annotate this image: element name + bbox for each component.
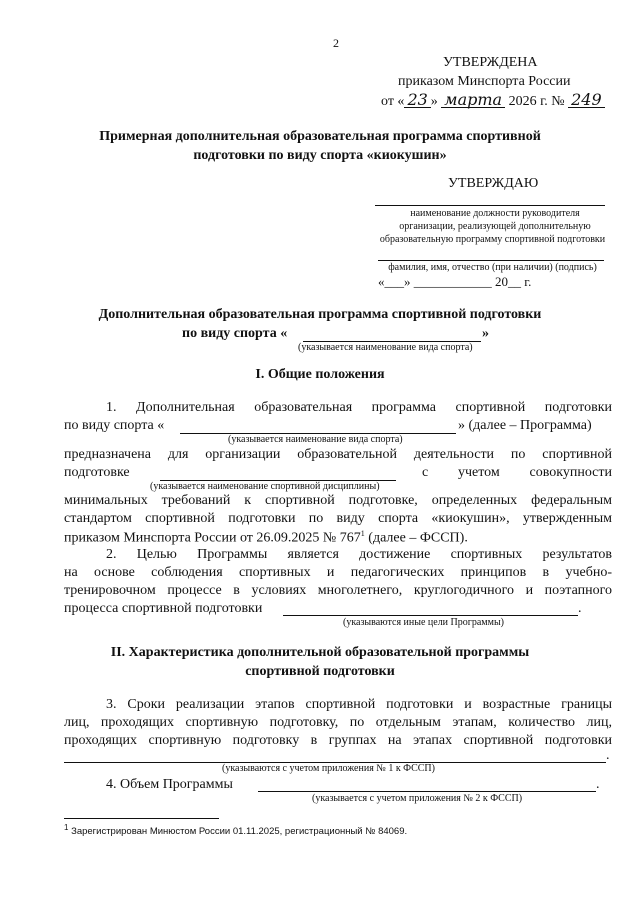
stages-period: . [606, 748, 610, 763]
approve-date: «___» ____________ 20__ г. [378, 274, 532, 289]
approval-month: марта [441, 92, 505, 108]
approval-year: 2026 г. № [508, 94, 565, 109]
approval-day: 23 [404, 92, 430, 108]
volume-period: . [596, 777, 600, 792]
p1-line7a: приказом Минспорта России от 26.09.2025 № 767 [64, 530, 361, 546]
program-title-suffix: » [482, 326, 489, 341]
approve-caption1: наименование должности руководителя [410, 208, 580, 219]
p4-line1: 4. Объем Программы [106, 777, 233, 792]
approval-issuer: приказом Минспорта России [398, 74, 571, 89]
p1-line7 [64, 529, 468, 547]
document-title-line2: подготовки по виду спорта «киокушин» [193, 148, 447, 163]
section2-heading-line1: II. Характеристика дополнительной образовательной программы [110, 645, 530, 660]
goals-period: . [578, 601, 582, 616]
document-title-line1: Примерная дополнительная образовательная программа спортивной [99, 129, 541, 144]
program-title-prefix: по виду спорта « [182, 326, 288, 341]
approval-stamp-title: УТВЕРЖДЕНА [443, 55, 538, 70]
approval-mid: » [430, 94, 438, 109]
footnote-text: Зарегистрирован Минюстом России 01.11.2025, регистрационный № 84069. [68, 826, 408, 838]
program-title-line2 [182, 326, 287, 342]
approve-caption3: образовательную программу спортивной подготовки [379, 234, 606, 245]
footnote-separator [64, 818, 219, 819]
page-number: 2 [333, 36, 339, 50]
section2-heading-line2: спортивной подготовки [245, 664, 395, 679]
approve-caption4: фамилия, имя, отчество (при наличии) (подпись) [388, 262, 597, 273]
goals-line [283, 615, 578, 616]
p3-caption: (указываются с учетом приложения № 1 к ФССП) [222, 763, 435, 774]
volume-line [258, 791, 596, 792]
footnote-ref: 1 [360, 529, 365, 538]
p1-line3: предназначена для организации образовательной деятельности по спортивной [64, 447, 612, 462]
approve-caption2: организации, реализующей дополнительную [399, 221, 591, 232]
approve-label: УТВЕРЖДАЮ [448, 176, 539, 191]
p1-line6: стандартом спортивной подготовки по виду спорта «киокушин», утвержденным [64, 511, 612, 526]
program-title-caption: (указывается наименование вида спорта) [298, 342, 473, 353]
section1-heading: I. Общие положения [255, 367, 385, 382]
approval-prefix: от « [381, 94, 405, 109]
footnote-mark: 1 [64, 823, 69, 832]
p4-caption: (указывается с учетом приложения № 2 к ФССП) [312, 793, 523, 804]
p2-line2: на основе соблюдения спортивных и педагогических принципов в учебно- [64, 565, 612, 580]
p1-line1: 1. Дополнительная образовательная программа спортивной подготовки [106, 400, 612, 415]
approval-date-line [381, 92, 605, 110]
p2-line4: процесса спортивной подготовки [64, 601, 263, 616]
p1-line4b: с учетом совокупности [422, 465, 612, 480]
p1-caption2: (указывается наименование спортивной дисциплины) [150, 481, 380, 492]
p3-line1: 3. Сроки реализации этапов спортивной подготовки и возрастные границы [106, 697, 612, 712]
p1-line5: минимальных требований к спортивной подготовке, определенных федеральным [64, 493, 612, 508]
p1-line2a: по виду спорта « [64, 418, 165, 433]
p2-line3: тренировочном процессе в условиях многолетнего, круглогодичного и поэтапного [64, 583, 612, 598]
p2-caption: (указываются иные цели Программы) [343, 617, 505, 628]
p1-caption1: (указывается наименование вида спорта) [228, 434, 403, 445]
p1-line4a: подготовке [64, 465, 130, 480]
footnote [64, 823, 407, 837]
program-title-line1: Дополнительная образовательная программа спортивной подготовки [98, 307, 542, 322]
signature-line-name [378, 260, 604, 261]
p2-line1: 2. Целью Программы является достижение спортивных результатов [106, 547, 612, 562]
p3-line3: проходящих спортивную подготовку в группах на этапах спортивной подготовки [64, 733, 612, 748]
p1-line7b: (далее – ФССП). [364, 530, 468, 546]
approval-number: 249 [568, 92, 605, 108]
p1-line2b: » (далее – Программа) [458, 418, 592, 433]
signature-line-position [375, 205, 605, 206]
p3-line2: лиц, проходящих спортивную подготовку, по отдельным этапам, количество лиц, [64, 715, 612, 730]
